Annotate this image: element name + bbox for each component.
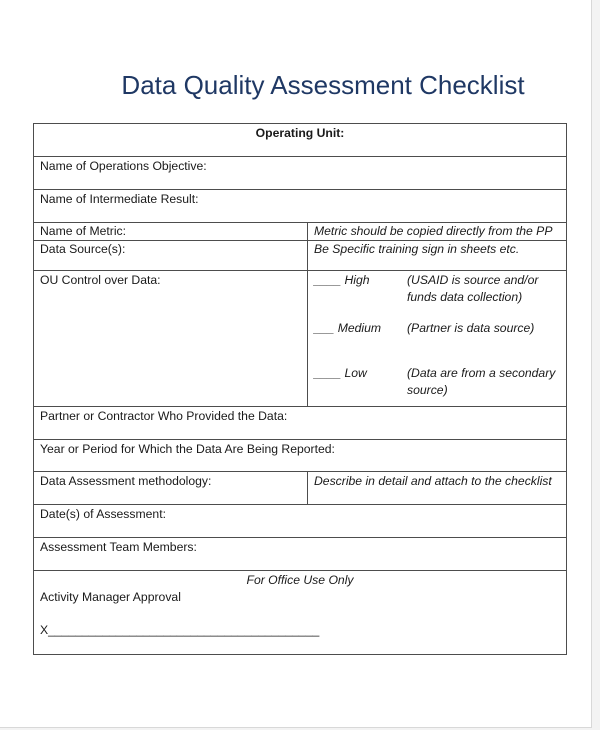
dates-label: Date(s) of Assessment:: [34, 505, 567, 538]
approval-label: Activity Manager Approval: [40, 590, 181, 604]
office-use-heading: For Office Use Only: [246, 573, 354, 587]
operating-unit-label: Operating Unit:: [34, 124, 567, 157]
row-metric: [34, 223, 567, 241]
data-source-note: Be Specific training sign in sheets etc.: [308, 241, 567, 271]
row-data-source: [34, 241, 567, 271]
ou-desc-low-line1: (Data are from a secondary: [407, 366, 556, 380]
signature-spacer: [40, 606, 560, 622]
row-intermediate-result: [34, 190, 567, 223]
ou-desc-high-line2: funds data collection): [407, 290, 523, 304]
ou-level-low: ____ Low: [314, 366, 367, 380]
partner-label: Partner or Contractor Who Provided the Data:: [34, 407, 567, 440]
ou-option-medium: [314, 320, 560, 365]
row-operating-unit: [34, 124, 567, 157]
team-label: Assessment Team Members:: [34, 538, 567, 571]
ou-desc-medium: (Partner is data source): [407, 321, 535, 335]
ou-option-high: [314, 272, 560, 320]
ou-desc-low: [407, 365, 560, 399]
ou-desc-low-line2: source): [407, 383, 448, 397]
signature-line: X________________________________________: [40, 623, 320, 637]
ou-desc-high: [407, 272, 560, 320]
data-source-label: Data Source(s):: [34, 241, 308, 271]
row-methodology: [34, 472, 567, 505]
row-ou-control: [34, 271, 567, 407]
operations-objective-label: Name of Operations Objective:: [34, 157, 567, 190]
ou-option-low: [314, 365, 560, 399]
ou-level-high: ____ High: [314, 273, 370, 287]
office-use-cell: [34, 571, 567, 655]
metric-note: Metric should be copied directly from the PP: [308, 223, 567, 241]
methodology-note: Describe in detail and attach to the checklist: [308, 472, 567, 505]
ou-level-medium: ___ Medium: [314, 321, 382, 335]
methodology-label: Data Assessment methodology:: [34, 472, 308, 505]
period-label: Year or Period for Which the Data Are Being Reported:: [34, 440, 567, 472]
checklist-table: [33, 123, 567, 655]
ou-control-label: OU Control over Data:: [34, 271, 308, 407]
ou-desc-high-line1: (USAID is source and/or: [407, 273, 539, 287]
row-period: [34, 440, 567, 472]
ou-control-options: [308, 271, 567, 407]
metric-label: Name of Metric:: [34, 223, 308, 241]
row-dates: [34, 505, 567, 538]
intermediate-result-label: Name of Intermediate Result:: [34, 190, 567, 223]
row-office-use: [34, 571, 567, 655]
row-partner: [34, 407, 567, 440]
row-team: [34, 538, 567, 571]
document-title: Data Quality Assessment Checklist: [121, 70, 525, 100]
row-operations-objective: [34, 157, 567, 190]
